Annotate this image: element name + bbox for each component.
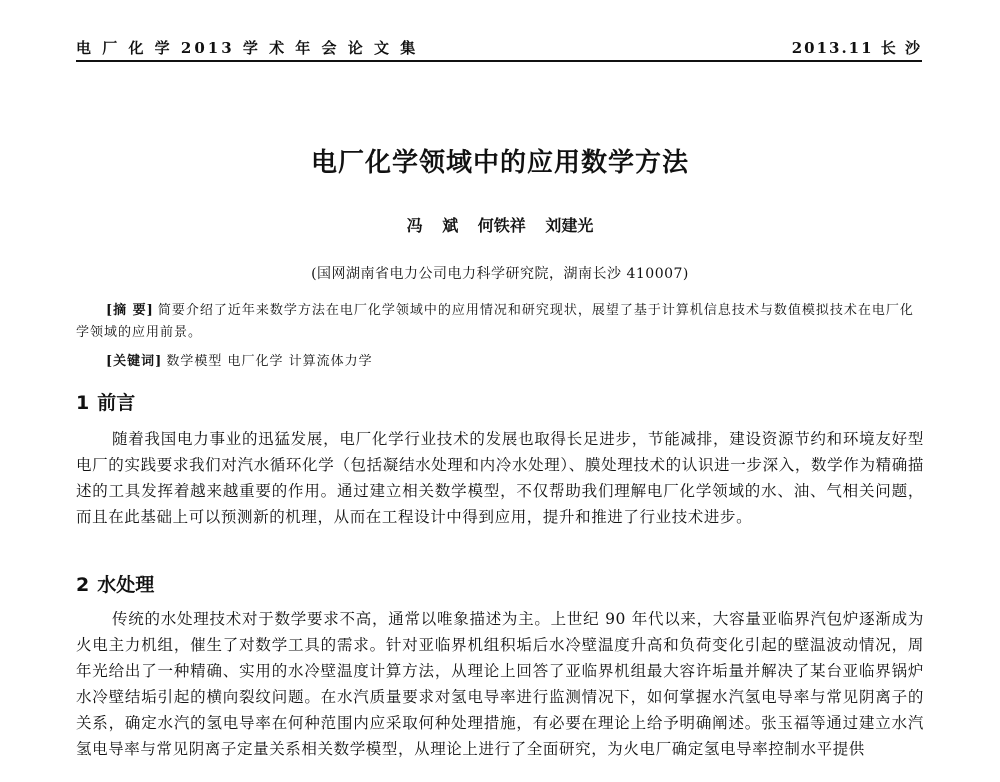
keywords-text: 数学模型 电厂化学 计算流体力学 bbox=[166, 354, 373, 369]
header-journal-title: 电 厂 化 学 2013 学 术 年 会 论 文 集 bbox=[76, 39, 419, 57]
abstract bbox=[76, 300, 922, 344]
section-number: 2 bbox=[76, 574, 90, 596]
paper-authors: 冯 斌 何铁祥 刘建光 bbox=[406, 216, 594, 235]
section-title: 水处理 bbox=[97, 574, 155, 596]
section-2-paragraph: 传统的水处理技术对于数学要求不高，通常以唯象描述为主。上世纪 90 年代以来，大容量亚临界汽包炉逐渐成为火电主力机组，催生了对数学工具的需求。针对亚临界机组积垢后水冷壁温度升高和负荷变化引起的壁温波动情况，周年光给出了一种精确、实用的水冷壁温度计算方法，从理论上回答了亚临界机组最大容许垢量并解决了某台亚临界锅炉水冷壁结垢引起的横向裂纹问题。在水汽质量要求对氢电导率进行监测情况下，如何掌握水汽氢电导率与常见阴离子的关系，确定水汽的氢电导率在何种范围内应采取何种处理措施，有必要在理论上给予明确阐述。张玉福等通过建立水汽氢电导率与常见阴离子定量关系相关数学模型，从理论上进行了全面研究，为火电厂确定氢电导率控制水平提供 bbox=[76, 610, 924, 758]
keywords-label: [关键词] bbox=[106, 354, 163, 369]
paper-title: 电厂化学领域中的应用数学方法 bbox=[310, 148, 689, 178]
section-heading-1 bbox=[76, 388, 135, 415]
abstract-text: 简要介绍了近年来数学方法在电厂化学领域中的应用情况和研究现状，展望了基于计算机信息技术与数值模拟技术在电厂化学领域的应用前景。 bbox=[76, 303, 914, 340]
section-title: 前言 bbox=[97, 392, 136, 414]
running-header bbox=[76, 36, 922, 62]
header-date-place: 2013.11 长 沙 bbox=[791, 39, 922, 57]
author-affiliation: (国网湖南省电力公司电力科学研究院，湖南长沙 410007) bbox=[311, 266, 689, 282]
section-number: 1 bbox=[76, 392, 90, 414]
keywords bbox=[106, 350, 373, 369]
section-heading-2 bbox=[76, 570, 154, 597]
abstract-label: [摘 要] bbox=[106, 303, 154, 318]
section-1-paragraph: 随着我国电力事业的迅猛发展，电厂化学行业技术的发展也取得长足进步，节能减排，建设资源节约和环境友好型电厂的实践要求我们对汽水循环化学（包括凝结水处理和内冷水处理）、膜处理技术的认识进一步深入，数学作为精确描述的工具发挥着越来越重要的作用。通过建立相关数学模型，不仅帮助我们理解电厂化学领域的水、油、气相关问题，而且在此基础上可以预测新的机理，从而在工程设计中得到应用，提升和推进了行业技术进步。 bbox=[76, 430, 924, 526]
